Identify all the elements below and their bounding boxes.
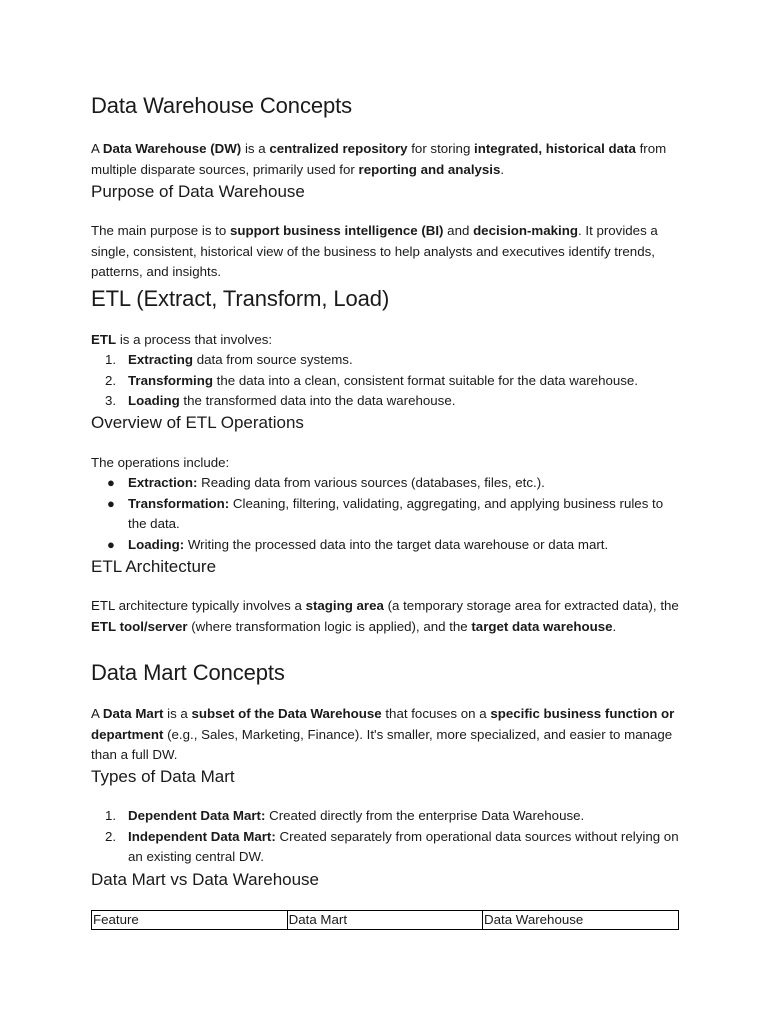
bold-text-run: ETL tool/server — [91, 618, 188, 634]
text-run: for storing — [407, 141, 475, 156]
heading-data-mart-vs-dw: Data Mart vs Data Warehouse — [91, 870, 320, 889]
list-number: 2. — [105, 372, 117, 388]
bold-text-run: specific business function or department — [91, 706, 675, 742]
table-header-cell: Feature — [92, 911, 288, 930]
list-item-lead: Independent Data Mart: — [128, 828, 276, 844]
bold-text-run: support business intelligence (BI) — [229, 223, 444, 238]
list-item-lead: Extracting — [128, 352, 194, 367]
text-run: from multiple disparate sources, primarily used for — [91, 141, 667, 177]
bold-text-run: Data Warehouse (DW) — [102, 141, 242, 156]
list-item — [91, 535, 681, 556]
text-run: ETL architecture typically involves a — [91, 598, 306, 613]
list-item-lead: Loading — [128, 393, 180, 408]
text-run: that focuses on a — [381, 706, 491, 721]
list-item-lead: Loading: — [128, 536, 185, 552]
table-header-cell: Data Mart — [287, 911, 482, 930]
bold-text-run: decision-making — [473, 223, 578, 238]
text-run: A — [91, 141, 103, 156]
bold-text-run: integrated, historical data — [474, 141, 636, 156]
paragraph-ops-intro: The operations include: — [91, 455, 230, 470]
list-item-text: the transformed data into the data warehouse. — [179, 393, 456, 408]
bold-text-run: reporting and analysis — [358, 161, 501, 177]
list-item-text: Cleaning, filtering, validating, aggregating, and applying business rules to the data. — [128, 495, 664, 531]
paragraph-etl-architecture — [91, 596, 681, 637]
text-run: is a — [241, 141, 270, 156]
text-run: . It provides a single, consistent, historical view of the business to help analysts and executives identify trends, patterns, and insights. — [91, 223, 658, 279]
comparison-table — [91, 910, 679, 930]
bold-text-run: ETL — [91, 332, 117, 347]
table-header-cell: Data Warehouse — [483, 911, 679, 930]
list-item-text: Created separately from operational data sources without relying on an existing central DW. — [128, 828, 679, 864]
text-run: . — [612, 618, 617, 634]
heading-etl: ETL (Extract, Transform, Load) — [91, 286, 390, 311]
text-run: is a — [163, 706, 192, 721]
heading-overview-etl-operations: Overview of ETL Operations — [91, 413, 304, 432]
list-item-lead: Dependent Data Mart: — [128, 808, 266, 823]
text-run: . — [500, 161, 505, 177]
bold-text-run: subset of the Data Warehouse — [191, 706, 382, 721]
list-item-text: the data into a clean, consistent format suitable for the data warehouse. — [212, 372, 638, 388]
list-item-text: Writing the processed data into the target data warehouse or data mart. — [184, 536, 609, 552]
list-item — [91, 391, 681, 412]
paragraph-data-mart-definition — [91, 704, 681, 766]
bold-text-run: Data Mart — [102, 706, 164, 721]
bullet-icon: ● — [107, 495, 115, 511]
list-number: 1. — [105, 352, 117, 367]
heading-purpose-of-data-warehouse: Purpose of Data Warehouse — [91, 182, 305, 201]
list-item — [91, 494, 681, 535]
list-item-lead: Transforming — [128, 372, 213, 388]
list-item — [91, 350, 681, 371]
list-item-text: data from source systems. — [193, 352, 353, 367]
bold-text-run: staging area — [305, 598, 384, 613]
list-item-lead: Extraction: — [128, 475, 198, 490]
text-run: is a process that involves: — [116, 332, 273, 347]
text-run: A — [91, 706, 103, 721]
bold-text-run: target data warehouse — [471, 618, 613, 634]
bullet-icon: ● — [107, 475, 115, 490]
heading-data-warehouse-concepts: Data Warehouse Concepts — [91, 93, 353, 118]
list-number: 2. — [105, 828, 117, 844]
paragraph-dw-definition — [91, 139, 681, 180]
text-run: and — [443, 223, 474, 238]
paragraph-etl-intro — [91, 330, 681, 351]
text-run: (a temporary storage area for extracted data), the — [383, 598, 679, 613]
heading-data-mart-concepts: Data Mart Concepts — [91, 660, 285, 685]
etl-operations-list — [91, 473, 681, 555]
heading-etl-architecture: ETL Architecture — [91, 557, 217, 576]
text-run: (where transformation logic is applied), and the — [187, 618, 472, 634]
list-item — [91, 371, 681, 392]
heading-types-of-data-mart: Types of Data Mart — [91, 767, 235, 786]
data-mart-types-list — [91, 806, 681, 868]
text-run: (e.g., Sales, Marketing, Finance). It's smaller, more specialized, and easier to manage than a full DW. — [91, 726, 673, 762]
list-item — [91, 827, 681, 868]
bold-text-run: centralized repository — [269, 141, 408, 156]
text-run: The main purpose is to — [91, 223, 230, 238]
bullet-icon: ● — [107, 536, 115, 552]
list-number: 1. — [105, 808, 117, 823]
list-item-lead: Transformation: — [128, 495, 230, 511]
list-item — [91, 806, 681, 827]
list-item-text: Created directly from the enterprise Data Warehouse. — [265, 808, 585, 823]
list-item — [91, 473, 681, 494]
list-item-text: Reading data from various sources (databases, files, etc.). — [197, 475, 545, 490]
list-number: 3. — [105, 393, 117, 408]
paragraph-dw-purpose — [91, 221, 681, 283]
table-header-row — [92, 911, 679, 930]
etl-steps-list — [91, 350, 681, 412]
